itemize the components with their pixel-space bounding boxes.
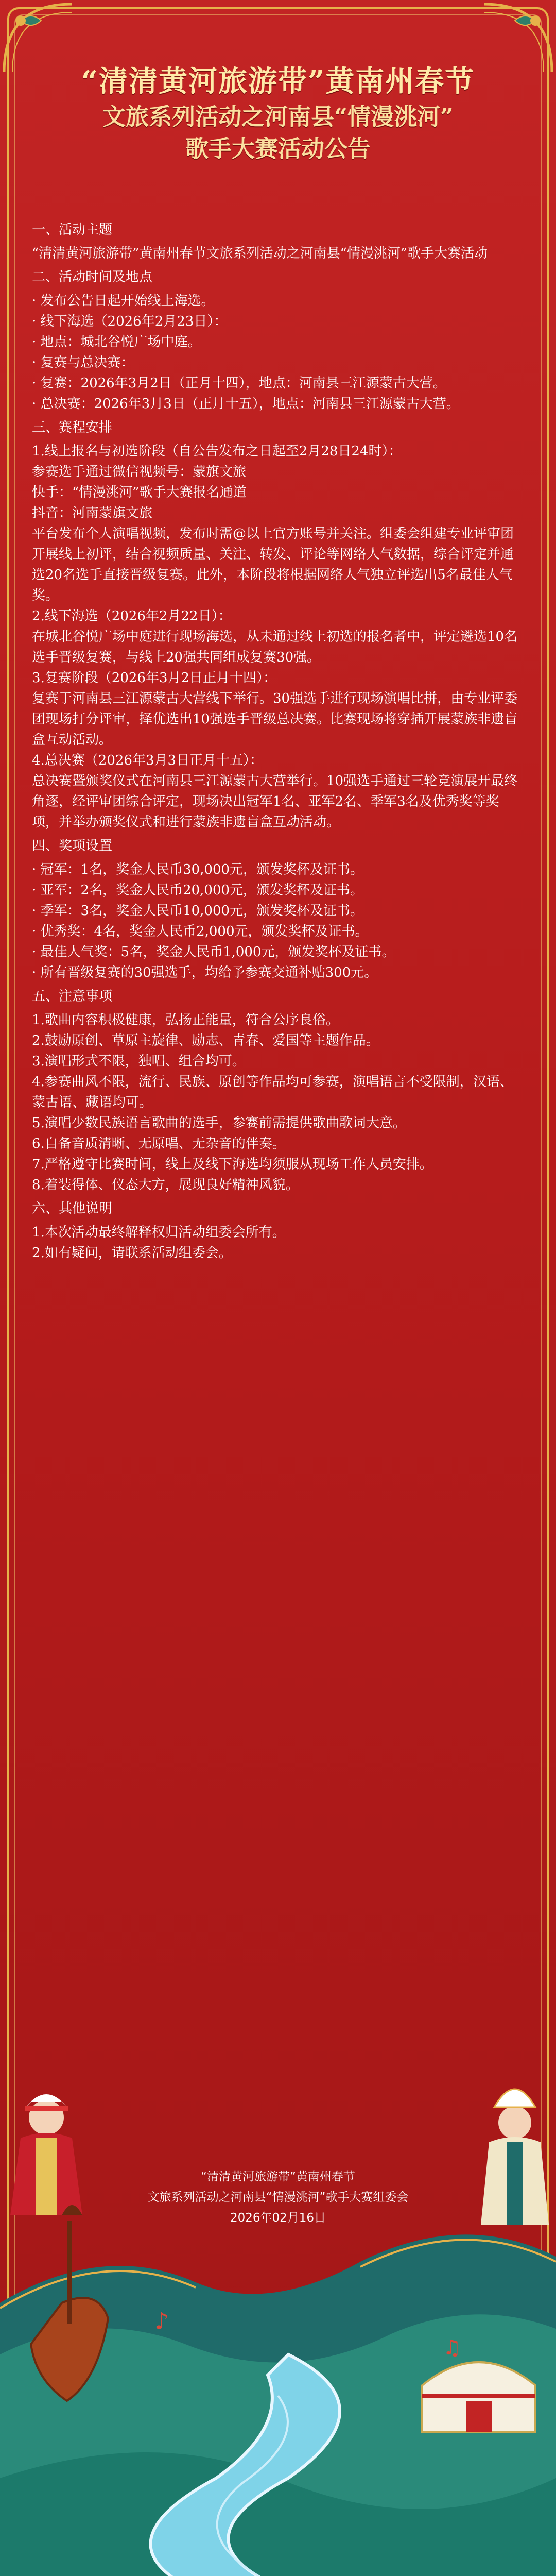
body-paragraph: · 线下海选（2026年2月23日）：	[32, 314, 228, 329]
body-paragraph: 4.参赛曲风不限，流行、民族、原创等作品均可参赛，演唱语言不受限制，汉语、蒙古语、藏语均可。	[32, 1074, 513, 1110]
body-paragraph: · 最佳人气奖：5名，奖金人民币1,000元，颁发奖杯及证书。	[32, 944, 395, 960]
body-paragraph: · 复赛与总决赛：	[32, 355, 134, 370]
body-paragraph: 4.总决赛（2026年3月3日正月十五）：	[32, 753, 264, 768]
section-heading: 五、注意事项	[32, 989, 113, 1004]
body-paragraph: 3.复赛阶段（2026年3月2日正月十四）：	[32, 670, 277, 686]
footer-signature	[0, 2166, 556, 2228]
body-paragraph: 5.演唱少数民族语言歌曲的选手，参赛前需提供歌曲歌词大意。	[32, 1115, 406, 1131]
body-paragraph: · 发布公告日起开始线上海选。	[32, 293, 215, 309]
body-paragraph: 复赛于河南县三江源蒙古大营线下举行。30强选手进行现场演唱比拼，由专业评委团现场打分评审，择优选出10强选手晋级总决赛。比赛现场将穿插开展蒙族非遗盲盒互动活动。	[32, 691, 518, 748]
body-paragraph: 总决赛暨颁奖仪式在河南县三江源蒙古大营举行。10强选手通过三轮竞演展开最终角逐，经评审团综合评定，现场决出冠军1名、亚军2名、季军3名及优秀奖等奖项，并举办颁奖仪式和进行蒙族非遗盲盒互动活动。	[32, 773, 518, 830]
body-paragraph: · 地点：城北谷悦广场中庭。	[32, 334, 201, 350]
body-paragraph: 2.线下海选（2026年2月22日）：	[32, 608, 232, 624]
page-subtitle: 文旅系列活动之河南县“情漫洮河”	[102, 103, 454, 130]
section-heading: 四、奖项设置	[32, 838, 113, 854]
music-note-icon: ♪	[154, 2308, 169, 2334]
page-title: “清清黄河旅游带”黄南州春节	[81, 64, 475, 98]
section-heading: 二、活动时间及地点	[32, 269, 153, 285]
body-paragraph: 2.鼓励原创、草原主旋律、励志、青春、爱国等主题作品。	[32, 1033, 379, 1048]
announcement-date: 2026年02月16日	[230, 2211, 326, 2225]
body-paragraph: 平台发布个人演唱视频，发布时需@以上官方账号并关注。组委会组建专业评审团开展线上初评，结合视频质量、关注、转发、评论等网络人气数据，综合评定并通选20名选手直接晋级复赛。此外，本阶段将根据网络人气独立评选出5名最佳人气奖。	[32, 526, 514, 603]
body-paragraph: · 所有晋级复赛的30强选手，均给予参赛交通补贴300元。	[32, 965, 378, 980]
title-block	[0, 62, 556, 165]
body-paragraph: · 季军：3名，奖金人民币10,000元，颁发奖杯及证书。	[32, 903, 364, 919]
page-subtitle-line3: 歌手大赛活动公告	[185, 135, 371, 162]
body-paragraph: 3.演唱形式不限，独唱、组合均可。	[32, 1054, 246, 1069]
body-paragraph: 在城北谷悦广场中庭进行现场海选，从未通过线上初选的报名者中，评定遴选10名选手晋级复赛，与线上20强共同组成复赛30强。	[32, 629, 518, 665]
body-paragraph: · 总决赛：2026年3月3日（正月十五），地点：河南县三江源蒙古大营。	[32, 396, 460, 412]
body-paragraph: 抖音：河南蒙旗文旅	[32, 505, 153, 521]
body-paragraph: 8.着装得体、仪态大方，展现良好精神风貌。	[32, 1177, 299, 1193]
body-paragraph: 1.本次活动最终解释权归活动组委会所有。	[32, 1225, 286, 1240]
body-paragraph: · 优秀奖：4名，奖金人民币2,000元，颁发奖杯及证书。	[32, 924, 369, 939]
section-heading: 一、活动主题	[32, 222, 113, 238]
section-heading: 六、其他说明	[32, 1201, 113, 1216]
body-paragraph: 参赛选手通过微信视频号：蒙旗文旅	[32, 464, 247, 480]
section-heading: 三、赛程安排	[32, 420, 113, 435]
organizer-line2: 文旅系列活动之河南县“情漫洮河”歌手大赛组委会	[147, 2191, 409, 2204]
body-paragraph: 1.歌曲内容积极健康，弘扬正能量，符合公序良俗。	[32, 1012, 339, 1028]
body-paragraph: · 亚军：2名，奖金人民币20,000元，颁发奖杯及证书。	[32, 883, 364, 898]
body-paragraph: · 复赛：2026年3月2日（正月十四），地点：河南县三江源蒙古大营。	[32, 376, 446, 391]
body-paragraph: 2.如有疑问，请联系活动组委会。	[32, 1245, 232, 1261]
body-paragraph: 6.自备音质清晰、无原唱、无杂音的伴奏。	[32, 1136, 286, 1151]
music-note-icon: ♫	[443, 2336, 461, 2360]
yurt-icon	[422, 2362, 535, 2432]
body-paragraph: 快手：“情漫洮河”歌手大赛报名通道	[32, 485, 247, 500]
body-paragraph: “清清黄河旅游带”黄南州春节文旅系列活动之河南县“情漫洮河”歌手大赛活动	[32, 246, 488, 261]
organizer-line1: “清清黄河旅游带”黄南州春节	[201, 2170, 355, 2183]
grassland-river-illustration	[0, 2087, 556, 2576]
body-paragraph: 1.线上报名与初选阶段（自公告发布之日起至2月28日24时）：	[32, 444, 402, 459]
body-paragraph: · 冠军：1名，奖金人民币30,000元，颁发奖杯及证书。	[32, 862, 364, 877]
announcement-body	[32, 216, 524, 1263]
body-paragraph: 7.严格遵守比赛时间，线上及线下海选均须服从现场工作人员安排。	[32, 1157, 433, 1172]
